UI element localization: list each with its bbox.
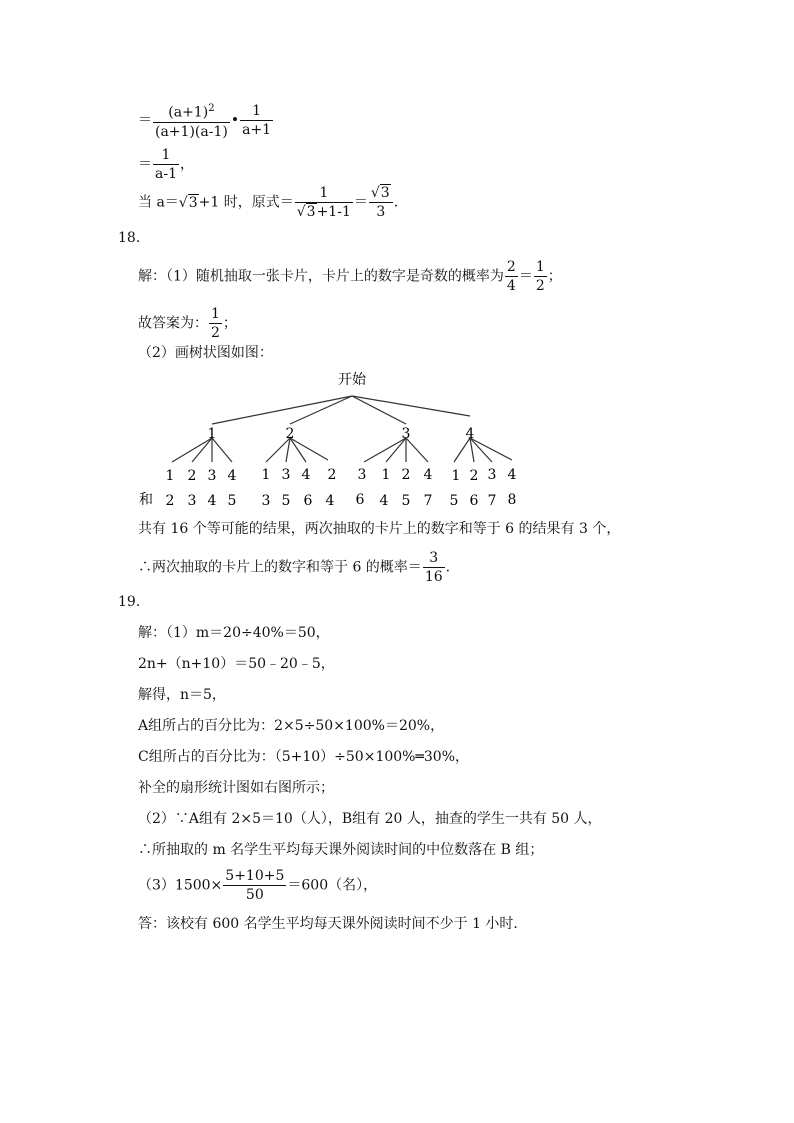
q17-line1: ＝ $\frac{(a+1)^2}{(a+1)(a-1)}$ • $\frac{1}{a+1}$ [138, 100, 274, 141]
tree-sum: 8 [507, 492, 517, 508]
fraction: $\frac{1}{a+1}$ [242, 102, 272, 138]
sum-label: 和 [139, 492, 153, 508]
tree-branch: 2 [285, 426, 295, 442]
tree-sum: 4 [207, 493, 217, 509]
tree-sum: 4 [379, 493, 389, 509]
tree-sum: 7 [423, 493, 433, 509]
tree-leaf: 3 [207, 468, 217, 484]
fraction: $\frac{1}{2}$ [211, 306, 220, 341]
tree-leaf: 2 [187, 468, 197, 484]
tree-leaf: 4 [301, 467, 311, 483]
q19-line6: 补全的扇形统计图如右图所示； [138, 780, 334, 796]
q18-line1: 解：（1）随机抽取一张卡片，卡片上的数字是奇数的概率为 $\frac{2}{4}$ ＝ $\frac{1}{2}$ ； [138, 259, 562, 294]
tree-leaf: 1 [381, 467, 391, 483]
q19-line4: A组所占的百分比为：2×5÷50×100%＝20%， [138, 718, 445, 734]
fraction: $\frac{5+10+5}{50}$ [225, 868, 285, 903]
fraction: $\frac{1}{2}$ [535, 259, 545, 294]
tree-leaf: 3 [357, 467, 367, 483]
tree-sum: 3 [187, 493, 197, 509]
tree-sum: 5 [281, 493, 291, 509]
tree-sum: 6 [355, 492, 365, 508]
tree-leaf: 3 [281, 467, 291, 483]
q18-line5: ∴两次抽取的卡片上的数字和等于 6 的概率＝ $\frac{3}{16}$ . [138, 550, 451, 585]
q19-line8: ∴所抽取的 m 名学生平均每天课外阅读时间的中位数落在 B 组； [138, 842, 544, 858]
q18-line3: （2）画树状图如图： [138, 345, 273, 361]
tree-leaf: 3 [487, 467, 497, 483]
q19-line2: 2n+（n+10）＝50﹣20﹣5， [138, 656, 335, 672]
q19-line10: 答：该校有 600 名学生平均每天课外阅读时间不少于 1 小时． [138, 916, 528, 932]
q19-line1: 解：（1）m＝20÷40%＝50， [138, 625, 330, 641]
q19-line3: 解得，n＝5， [138, 687, 226, 703]
tree-leaf: 1 [451, 468, 461, 484]
tree-branch: 1 [207, 426, 217, 442]
equals: ＝ [138, 112, 152, 129]
q18-line4: 共有 16 个等可能的结果，两次抽取的卡片上的数字和等于 6 的结果有 3 个， [138, 521, 621, 537]
tree-sum: 5 [227, 493, 237, 509]
tree-branch: 4 [465, 426, 475, 442]
tree-branch: 3 [401, 426, 411, 442]
tree-sum: 4 [325, 493, 335, 509]
fraction: $\frac{(a+1)^2}{(a+1)(a-1)}$ [153, 100, 230, 141]
fraction: $\frac{1}{a-1}$ [155, 147, 177, 182]
tree-sum: 7 [487, 493, 497, 509]
fraction: $\frac{1}{√3+1-1}$ [296, 185, 351, 220]
q18-line2: 故答案为： $\frac{1}{2}$ ； [138, 306, 237, 341]
tree-sum: 6 [469, 493, 479, 509]
tree-leaf: 2 [401, 467, 411, 483]
tree-sum: 2 [165, 493, 175, 509]
tree-sum: 5 [401, 493, 411, 509]
tree-leaf: 1 [165, 468, 175, 484]
question-number-19: 19. [118, 594, 141, 610]
tree-leaf: 2 [469, 468, 479, 484]
fraction: $\frac{2}{4}$ [506, 259, 516, 294]
tree-sum: 6 [303, 493, 313, 509]
tree-lines [172, 396, 512, 462]
q19-line9: （3）1500× $\frac{5+10+5}{50}$ ＝600（名）， [138, 868, 378, 903]
fraction: $\frac{√3}{3}$ [369, 184, 393, 221]
tree-sum: 5 [449, 493, 459, 509]
tree-leaf: 1 [261, 467, 271, 483]
tree-diagram [130, 368, 550, 510]
sqrt: √3 [178, 194, 198, 211]
tree-leaf: 4 [507, 467, 517, 483]
q17-line2: ＝ $\frac{1}{a-1}$ ， [138, 147, 194, 182]
q17-line3: 当 a＝√3+1 时，原式＝ $\frac{1}{√3+1-1}$ ＝ $\frac{√3}{3}$ . [138, 185, 399, 220]
tree-sum: 3 [261, 493, 271, 509]
tree-leaf: 4 [423, 467, 433, 483]
tree-leaf: 2 [327, 467, 337, 483]
fraction: $\frac{3}{16}$ [424, 550, 443, 585]
q19-line5: C组所占的百分比为：（5+10）÷50×100%═30%， [138, 749, 470, 765]
q19-line7: （2）∵A组有 2×5＝10（人），B组有 20 人，抽查的学生一共有 50 人， [138, 811, 602, 827]
question-number-18: 18. [118, 230, 141, 246]
tree-root: 开始 [338, 372, 366, 388]
tree-leaf: 4 [227, 468, 237, 484]
